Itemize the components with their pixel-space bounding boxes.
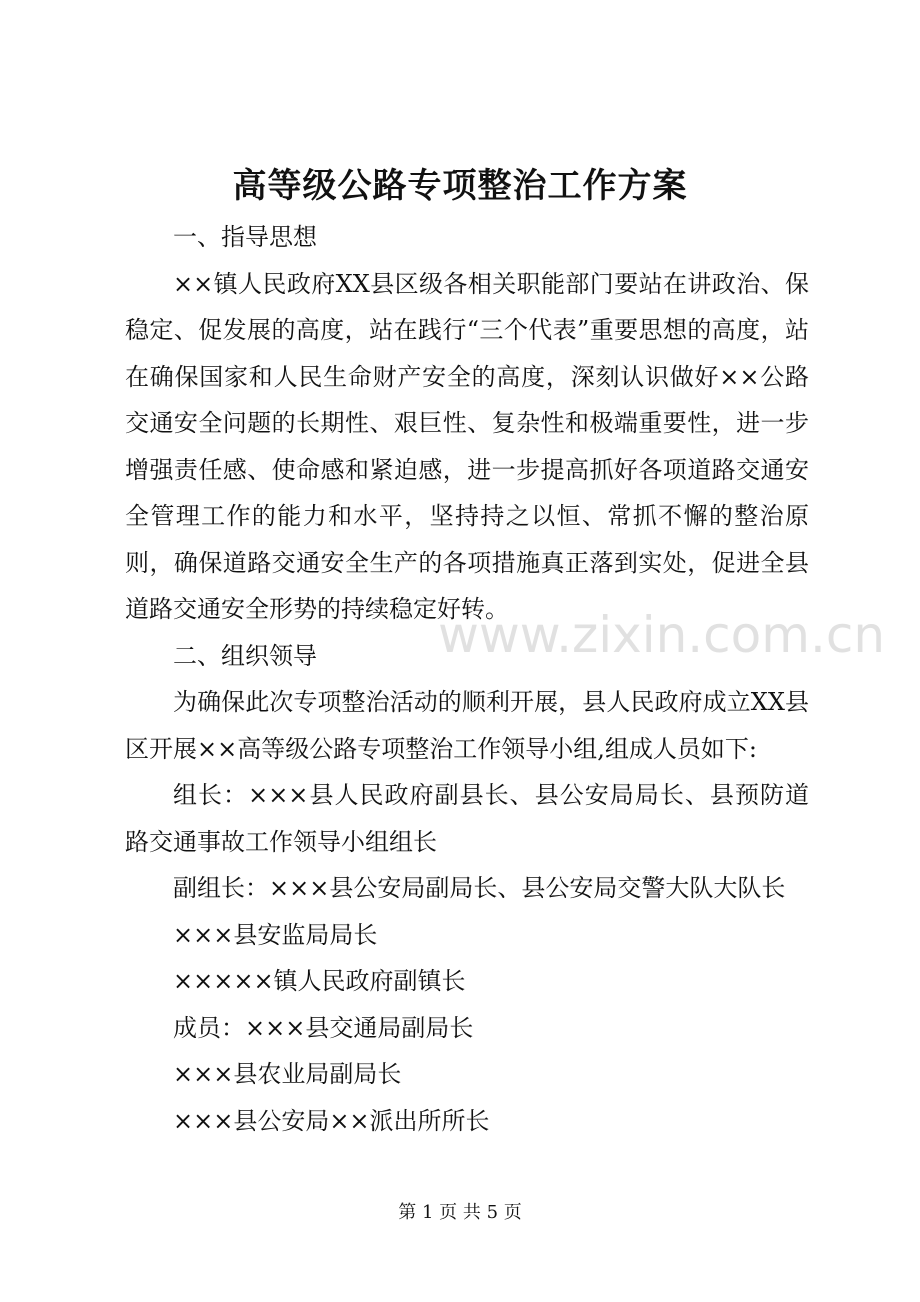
- paragraph-leader: 组长：×××县人民政府副县长、县公安局局长、县预防道路交通事故工作领导小组组长: [125, 781, 809, 856]
- member-line: 副组长：×××县公安局副局长、县公安局交警大队大队长: [173, 874, 786, 902]
- member-line: 成员：×××县交通局副局长: [173, 1013, 474, 1042]
- page-total: 共 5 页: [462, 1202, 522, 1223]
- section-heading-organization: 二、组织领导: [173, 641, 317, 670]
- watermark: www.zixin.com.cn: [438, 606, 886, 664]
- page-number: 第 1 页: [398, 1202, 458, 1223]
- member-line: ×××县安监局局长: [173, 920, 378, 949]
- member-line: ×××县公安局××派出所所长: [173, 1106, 490, 1135]
- document-title: 高等级公路专项整治工作方案: [232, 166, 688, 206]
- section-heading-guiding-ideology: 一、指导思想: [173, 223, 317, 251]
- member-line: ×××××镇人民政府副镇长: [173, 967, 466, 995]
- member-line: ×××县农业局副局长: [173, 1060, 402, 1088]
- paragraph-organization: 为确保此次专项整治活动的顺利开展，县人民政府成立XX县区开展××高等级公路专项整治工作领导小组,组成人员如下:: [125, 688, 809, 763]
- paragraph-guiding-ideology: ××镇人民政府XX县区级各相关职能部门要站在讲政治、保稳定、促发展的高度，站在践行“三个代表”重要思想的高度，站在确保国家和人民生命财产安全的高度，深刻认识做好××公路交通安全问题的长期性、艰巨性、复杂性和极端重要性，进一步增强责任感、使命感和紧迫感，进一步提高抓好各项道路交通安全管理工作的能力和水平，坚持持之以恒、常抓不懈的整治原则，确保道路交通安全生产的各项措施真正落到实处，促进全县道路交通安全形势的持续稳定好转。: [125, 269, 809, 623]
- page-footer: [0, 1200, 920, 1226]
- document-body: [125, 214, 809, 1144]
